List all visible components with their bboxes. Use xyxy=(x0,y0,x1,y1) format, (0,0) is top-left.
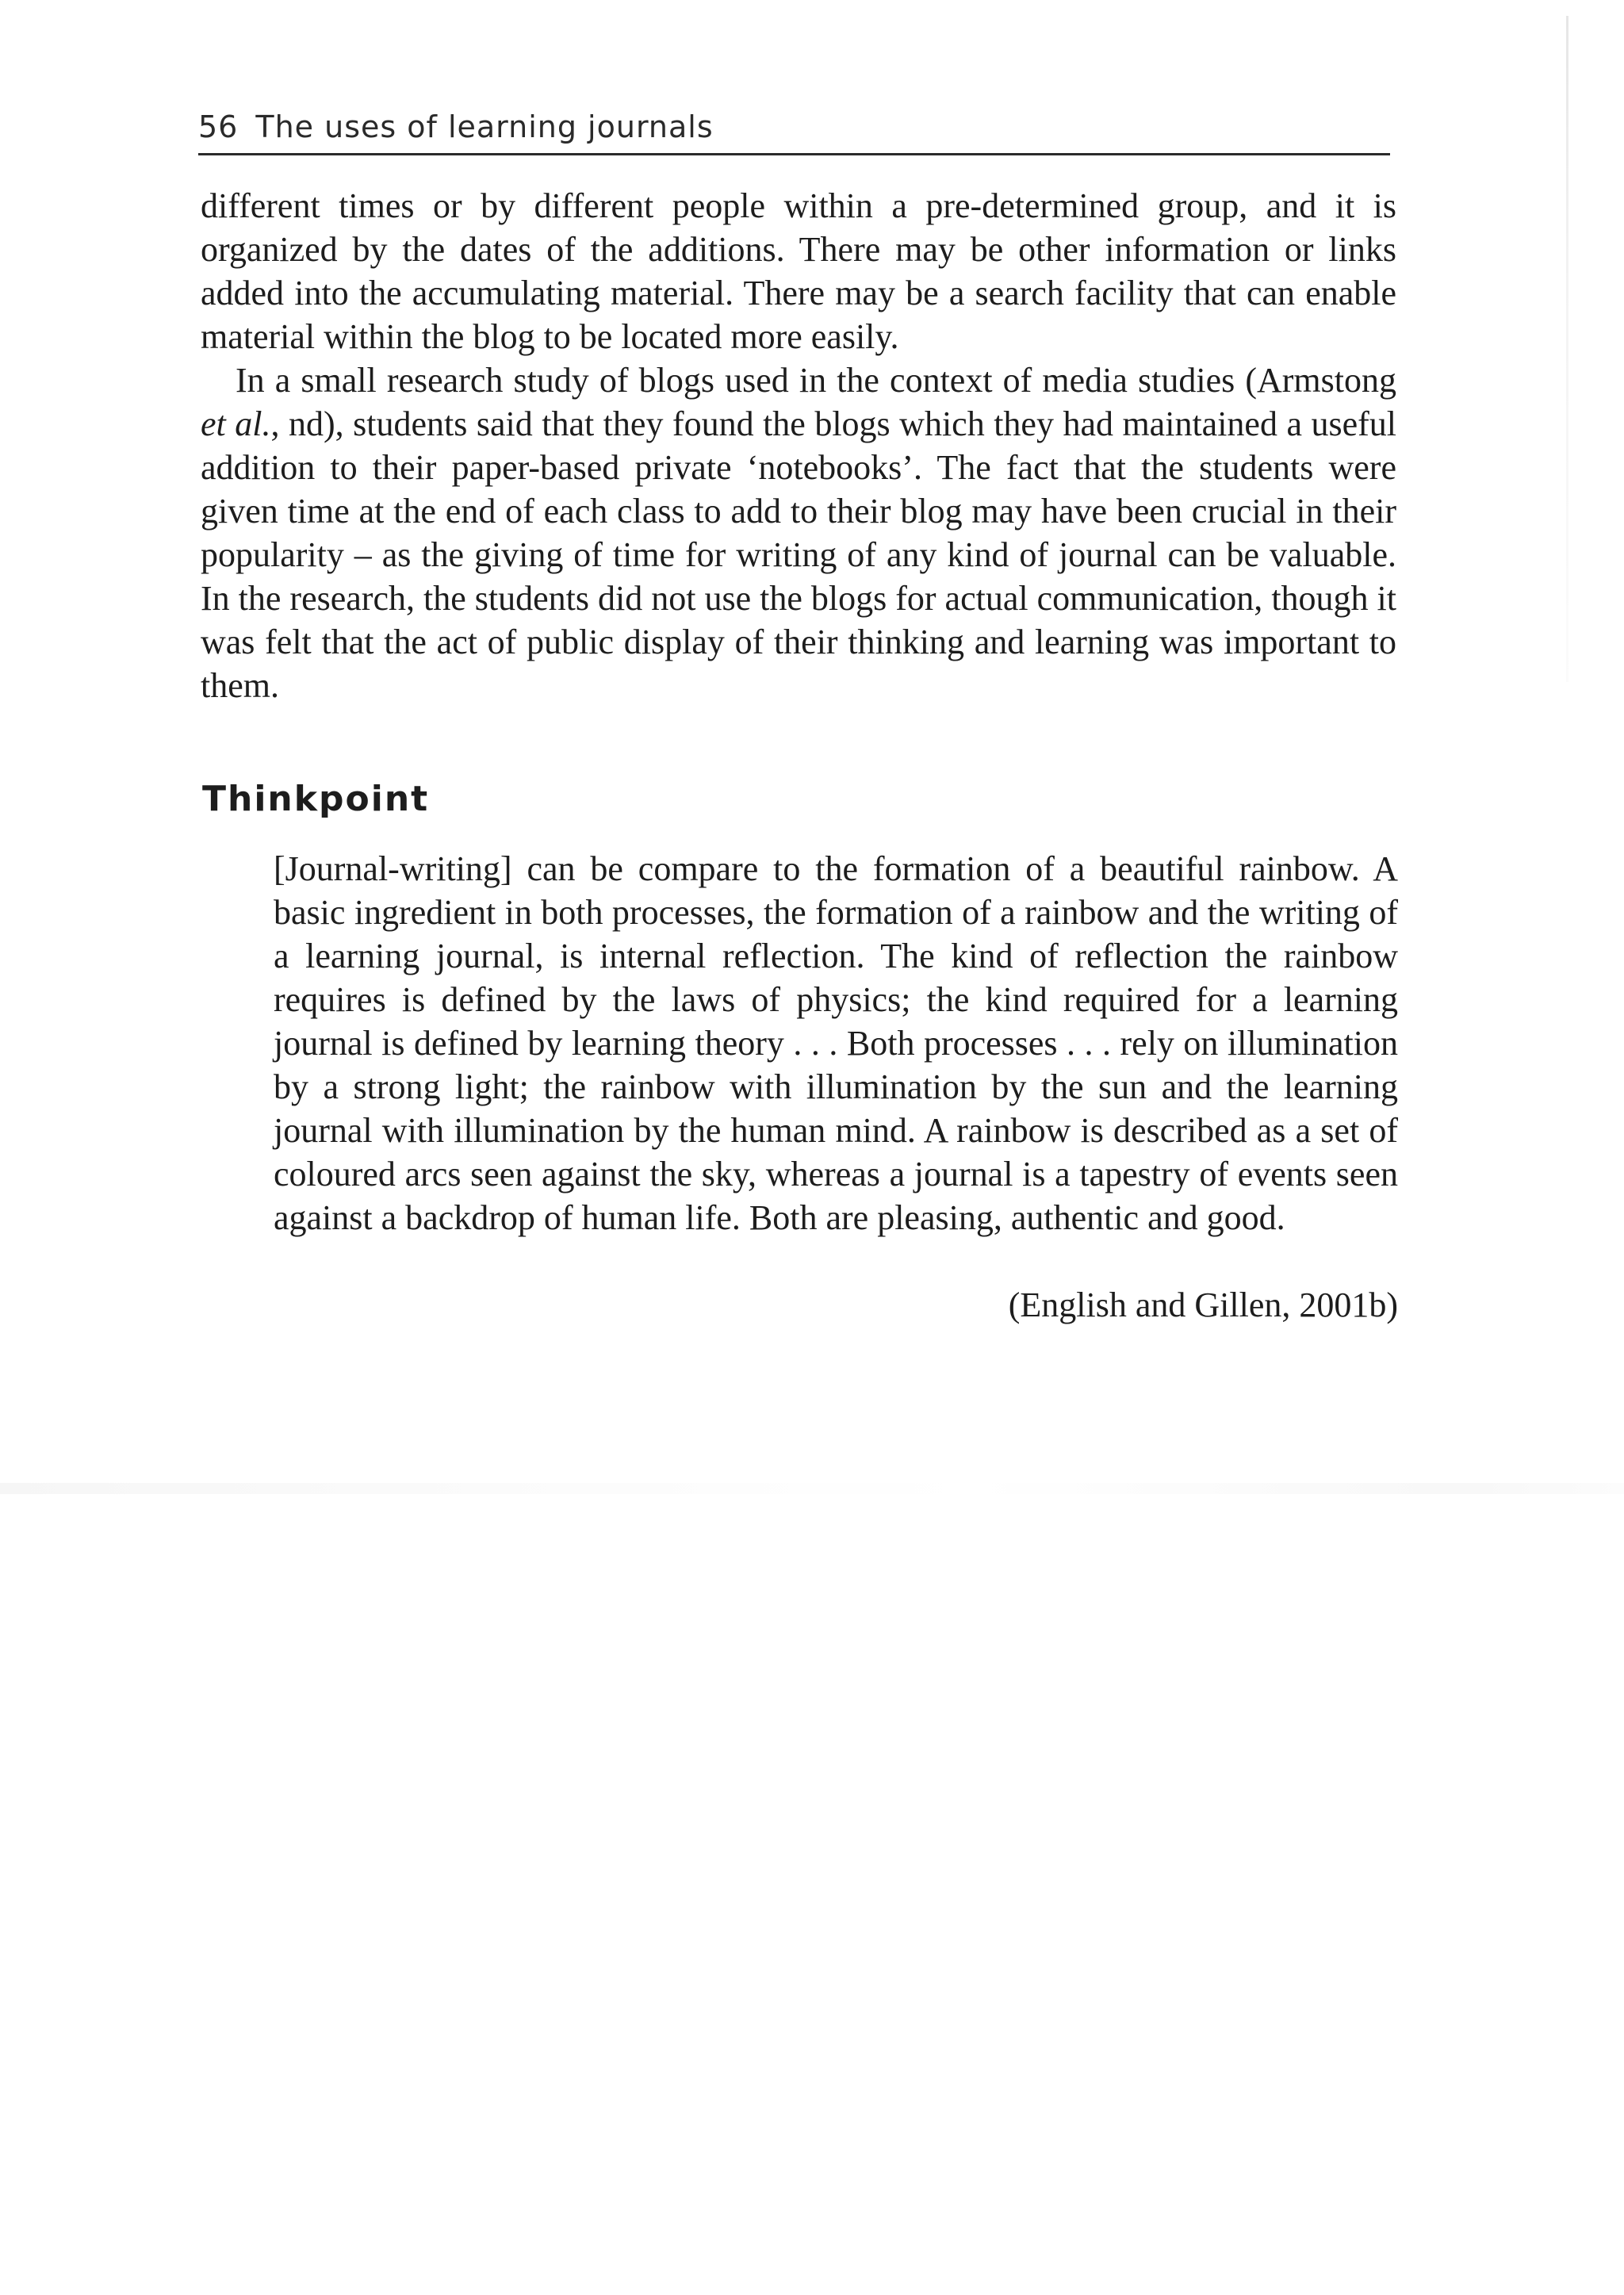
paragraph-text: , nd), students said that they found the blogs which they had maintained a useful addition to their paper-based private ‘notebooks’. The fact that the students were given time at the end of each class to add to their blog may have been crucial in their popularity – as the giving of time for writing of any kind of journal can be valuable. In the research, the students did not use the blogs for actual communication, though it was felt that the act of public display of their thinking and learning was important to them. xyxy=(201,404,1396,705)
thinkpoint-heading: Thinkpoint xyxy=(202,779,430,819)
running-title: The uses of learning journals xyxy=(255,109,714,144)
italic-et-al: et al. xyxy=(201,404,271,443)
header-rule xyxy=(198,153,1390,155)
paragraph-blog-study xyxy=(201,358,1396,707)
thinkpoint-quote xyxy=(274,847,1398,1239)
running-head xyxy=(198,109,714,144)
paragraph-continued: different times or by different people within a pre-determined group, and it is organized by the dates of the additions. There may be other information or links added into the accumulating material. There may be a search facility that can enable material within the blog to be located more easily. xyxy=(201,186,1396,356)
scan-edge-artifact xyxy=(1566,16,1568,682)
page-number: 56 xyxy=(198,109,239,144)
paragraph-text: In a small research study of blogs used in the context of media studies (Armstong xyxy=(236,361,1396,400)
quote-text: [Journal-writing] can be compare to the formation of a beautiful rainbow. A basic ingredient in both processes, the formation of a rainbow and the writing of a learning journal, is internal reflection. The kind of reflection the rainbow requires is defined by the laws of physics; the kind required for a learning journal is defined by learning theory . . . Both processes . . . rely on illumination by a strong light; the rainbow with illumination by the sun and the learning journal with illumination by the human mind. A rainbow is described as a set of coloured arcs seen against the sky, whereas a journal is a tapestry of events seen against a backdrop of human life. Both are pleasing, authentic and good. xyxy=(274,849,1398,1237)
body-text xyxy=(201,184,1396,707)
scan-streak-artifact xyxy=(0,1483,1624,1494)
quote-citation: (English and Gillen, 2001b) xyxy=(1008,1285,1398,1324)
